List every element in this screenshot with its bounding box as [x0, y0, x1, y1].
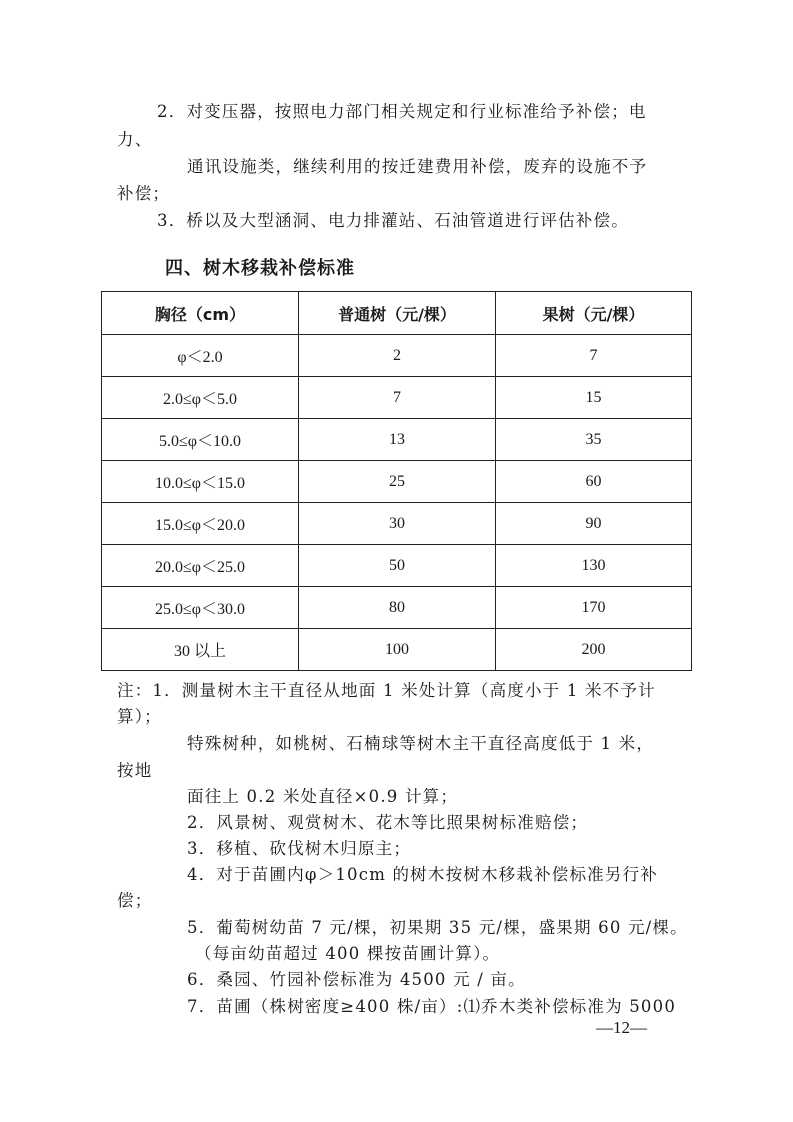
cell-diameter: 2.0≤φ＜5.0 — [102, 377, 299, 419]
table-row — [102, 503, 692, 545]
cell-ordinary: 7 — [299, 377, 496, 419]
cell-ordinary: 100 — [299, 629, 496, 671]
cell-ordinary: 2 — [299, 335, 496, 377]
cell-fruit: 170 — [496, 587, 692, 629]
cell-ordinary: 13 — [299, 419, 496, 461]
cell-diameter: 15.0≤φ＜20.0 — [102, 503, 299, 545]
intro-line-1: 2．对变压器，按照电力部门相关规定和行业标准给予补偿；电 — [157, 102, 647, 121]
note-line-9: 偿； — [117, 891, 153, 910]
cell-diameter: 30 以上 — [102, 629, 299, 671]
table-header-row — [102, 292, 692, 335]
intro-line-3: 通讯设施类，继续利用的按迁建费用补偿，废弃的设施不予 — [187, 157, 648, 176]
note-line-8: 4．对于苗圃内φ＞10cm 的树木按树木移栽补偿标准另行补 — [187, 865, 658, 884]
note-line-10: 5．葡萄树幼苗 7 元/棵，初果期 35 元/棵，盛果期 60 元/棵。 — [187, 918, 688, 937]
cell-fruit: 130 — [496, 545, 692, 587]
header-fruit-tree: 果树（元/棵） — [496, 292, 692, 335]
note-line-6: 2．风景树、观赏树木、花木等比照果树标准赔偿； — [187, 813, 589, 832]
note-line-11: （每亩幼苗超过 400 棵按苗圃计算）。 — [195, 944, 501, 963]
intro-line-5: 3．桥以及大型涵洞、电力排灌站、石油管道进行评估补偿。 — [157, 211, 629, 230]
section-title: 四、树木移栽补偿标准 — [165, 258, 355, 279]
intro-line-2: 力、 — [117, 130, 153, 149]
table-row — [102, 335, 692, 377]
cell-fruit: 200 — [496, 629, 692, 671]
page-number: —12— — [596, 1018, 647, 1037]
note-line-13: 7．苗圃（株树密度≥400 株/亩）:⑴乔木类补偿标准为 5000 — [187, 997, 677, 1016]
table-row — [102, 377, 692, 419]
note-line-4: 按地 — [117, 761, 153, 780]
table-row — [102, 587, 692, 629]
note-line-12: 6．桑园、竹园补偿标准为 4500 元 / 亩。 — [187, 970, 526, 989]
cell-ordinary: 30 — [299, 503, 496, 545]
cell-diameter: 25.0≤φ＜30.0 — [102, 587, 299, 629]
cell-ordinary: 50 — [299, 545, 496, 587]
note-line-2: 算）； — [117, 707, 162, 726]
cell-fruit: 35 — [496, 419, 692, 461]
cell-fruit: 7 — [496, 335, 692, 377]
cell-diameter: 10.0≤φ＜15.0 — [102, 461, 299, 503]
note-line-7: 3．移植、砍伐树木归原主； — [187, 839, 412, 858]
note-line-1: 注：1．测量树木主干直径从地面 1 米处计算（高度小于 1 米不予计 — [117, 681, 656, 700]
cell-ordinary: 80 — [299, 587, 496, 629]
table-row — [102, 419, 692, 461]
cell-ordinary: 25 — [299, 461, 496, 503]
cell-diameter: 20.0≤φ＜25.0 — [102, 545, 299, 587]
table-row — [102, 545, 692, 587]
cell-fruit: 60 — [496, 461, 692, 503]
header-ordinary-tree: 普通树（元/棵） — [299, 292, 496, 335]
table-row — [102, 461, 692, 503]
tree-compensation-table — [101, 291, 692, 671]
note-line-3: 特殊树种，如桃树、石楠球等树木主干直径高度低于 1 米， — [187, 734, 655, 753]
header-diameter: 胸径（cm） — [102, 292, 299, 335]
cell-fruit: 90 — [496, 503, 692, 545]
cell-diameter: 5.0≤φ＜10.0 — [102, 419, 299, 461]
table-row — [102, 629, 692, 671]
cell-fruit: 15 — [496, 377, 692, 419]
note-line-5: 面往上 0.2 米处直径×0.9 计算； — [187, 787, 459, 806]
intro-line-4: 补偿； — [117, 184, 171, 203]
cell-diameter: φ＜2.0 — [102, 335, 299, 377]
